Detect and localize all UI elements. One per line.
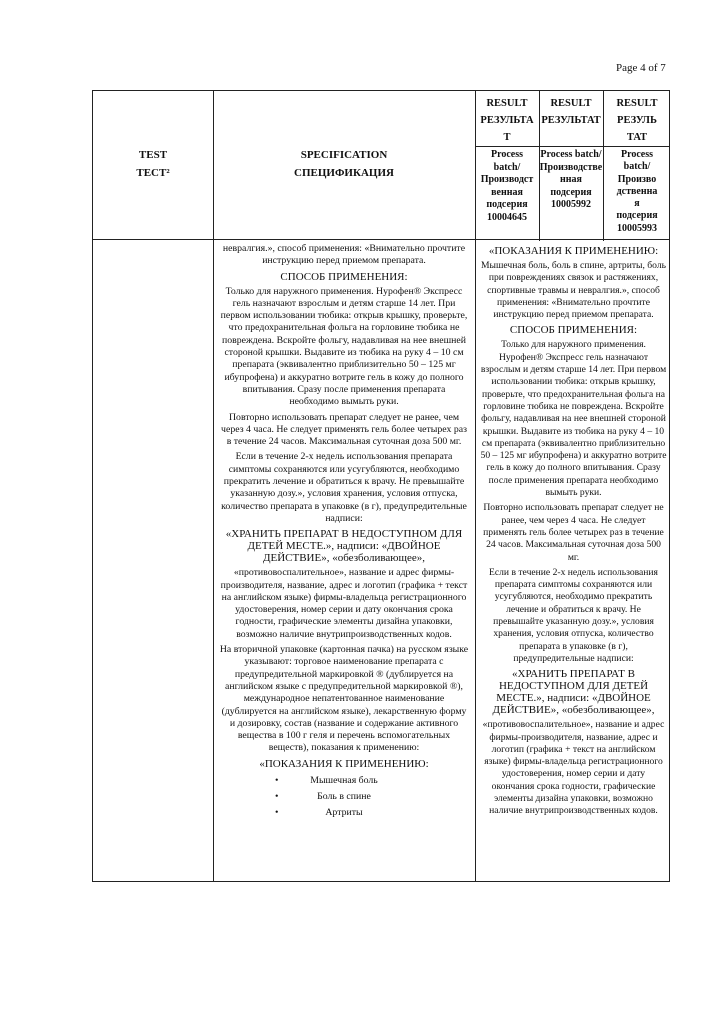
result-text — [480, 243, 667, 821]
indications-list — [219, 773, 469, 821]
result-paragraph: «противовоспалительное», название и адрес фирмы-производителя, название, адрес и логотип (графика + текст на английском языке) фирмы-владельца регистрационного удостоверения, номер серии и дату окончания срока годности, графические элементы дизайна упаковки, возможно наличие внутрипроизводственных кодов. — [482, 719, 665, 817]
spec-table — [92, 90, 670, 882]
spec-paragraph: невралгия.», способ применения: «Внимательно прочтите инструкцию перед приемом препарата. — [222, 243, 466, 267]
result-header-2: RESULT РЕЗУЛЬТАТ — [541, 98, 601, 126]
list-item: • Мышечная боль — [219, 773, 469, 789]
spec-paragraph: «противовоспалительное», название и адрес фирмы-производителя, название, адрес и логотип (графика + текст на английском языке) фирмы-владельца регистрационного удостоверения, номер серии и дату окончания срока годности, графические элементы дизайна упаковки, возможно наличие внутрипроизводственных кодов. — [220, 567, 468, 640]
result-paragraph: Мышечная боль, боль в спине, артриты, боль при повреждениях связок и растяжениях, спортивные травмы и невралгия.», способ применения: «Внимательно прочтите инструкцию перед приемом препарата. — [481, 260, 666, 321]
bullet-icon: • — [275, 774, 279, 786]
batch-3: Process batch/ Произво дственна я подсерия 10005993 — [616, 149, 658, 234]
bullet-icon: • — [275, 806, 279, 818]
page-number: Page 4 of 7 — [616, 62, 666, 74]
result-paragraph: Если в течение 2-х недель использования препарата симптомы сохраняются или усугубляются, необходимо прекратить лечение и обратиться к врачу. Не превышайте указанную дозу.», условия хранения, условия отпуска, количество препарата в упаковке (в г), предупредительные надписи: — [489, 566, 658, 664]
header-specification: SPECIFICATION СПЕЦИФИКАЦИЯ — [294, 149, 394, 179]
result-header-1: RESULT РЕЗУЛЬТА Т — [480, 98, 534, 143]
result-header-3: RESULT РЕЗУЛЬ ТАТ — [616, 98, 658, 143]
bullet-icon: • — [275, 790, 279, 802]
list-item: • Боль в спине — [219, 789, 469, 805]
spec-paragraph: Повторно использовать препарат следует не ранее, чем через 4 часа. Не следует применять гель более четырех раз в течение 24 часов. Максимальная суточная доза 500 мг. — [221, 411, 467, 448]
spec-paragraph: Только для наружного применения. Нурофен® Экспресс гель назначают взрослым и детям старше 14 лет. При первом использовании тюбика: открыв крышку, проверьте, что предохранительная фольга на горловине тюбика не повреждена. Вскройте фольгу, надавливая на нее внешней стороной крышки. Выдавите из тюбика на руку 4 – 10 см препарата (эквивалентно приблизительно 50 – 125 мг ибупрофена) и аккуратно вотрите гель в кожу до полного впитывания. Сразу после применения препарата необходимо вымыть руки. — [220, 285, 468, 408]
result-paragraph: Только для наружного применения. Нурофен® Экспресс гель назначают взрослым и детям старше 14 лет. При первом использовании тюбика: открыв крышку, проверьте, что предохранительная фольга на горловине тюбика не повреждена. Вскройте фольгу, надавливая на нее внешней стороной крышки. Выдавите из тюбика на руку 4 – 10 см препарата (эквивалентно приблизительно 50 – 125 мг ибупрофена) и аккуратно вотрите гель в кожу до полного впитывания. Сразу после применения препарата необходимо вымыть руки. — [480, 339, 667, 499]
result-warning: «ХРАНИТЬ ПРЕПАРАТ В НЕДОСТУПНОМ ДЛЯ ДЕТЕЙ МЕСТЕ.», надписи: «ДВОЙНОЕ ДЕЙСТВИЕ», «обезболивающее», — [492, 668, 655, 717]
row-divider — [93, 239, 669, 240]
row-divider — [475, 146, 669, 147]
col-divider — [213, 91, 214, 881]
spec-paragraph: На вторичной упаковке (картонная пачка) на русском языке указывают: торговое наименование препарата с предупредительной маркировкой ® (дублируется на английском языке с предупредительной маркировкой ®), международное непатентованное наименование (дублируется на английском языке), лекарственную форму и дозировку, состав (название и содержание активного вещества в 100 г геля и перечень вспомогательных веществ), показания к применению: — [219, 644, 469, 754]
result-heading: «ПОКАЗАНИЯ К ПРИМЕНЕНИЮ: — [488, 245, 659, 257]
batch-1: Process batch/ Производст венная подсерия 10004645 — [480, 149, 534, 223]
spec-heading: «ПОКАЗАНИЯ К ПРИМЕНЕНИЮ: — [259, 757, 429, 770]
batch-2: Process batch/ Производстве нная подсерия 10005992 — [539, 149, 603, 210]
spec-warning: «ХРАНИТЬ ПРЕПАРАТ В НЕДОСТУПНОМ ДЛЯ ДЕТЕЙ МЕСТЕ.», надписи: «ДВОЙНОЕ ДЕЙСТВИЕ», «обезболивающее», — [225, 528, 463, 565]
header-test: TEST ТЕСТ² — [136, 149, 170, 179]
spec-heading: СПОСОБ ПРИМЕНЕНИЯ: — [280, 270, 408, 283]
specification-text — [219, 243, 469, 821]
result-paragraph: Повторно использовать препарат следует не ранее, чем через 4 часа. Не следует применять гель более четырех раз в течение 24 часов. Максимальная суточная доза 500 мг. — [483, 502, 664, 563]
list-item: • Артриты — [219, 805, 469, 821]
result-heading: СПОСОБ ПРИМЕНЕНИЯ: — [509, 324, 638, 337]
spec-paragraph: Если в течение 2-х недель использования препарата симптомы сохраняются или усугубляются, необходимо прекратить лечение и обратиться к врачу. Не превышайте указанную дозу.», условия хранения, условия отпуска, количество препарата в упаковке (в г), предупредительные надписи: — [221, 451, 467, 524]
